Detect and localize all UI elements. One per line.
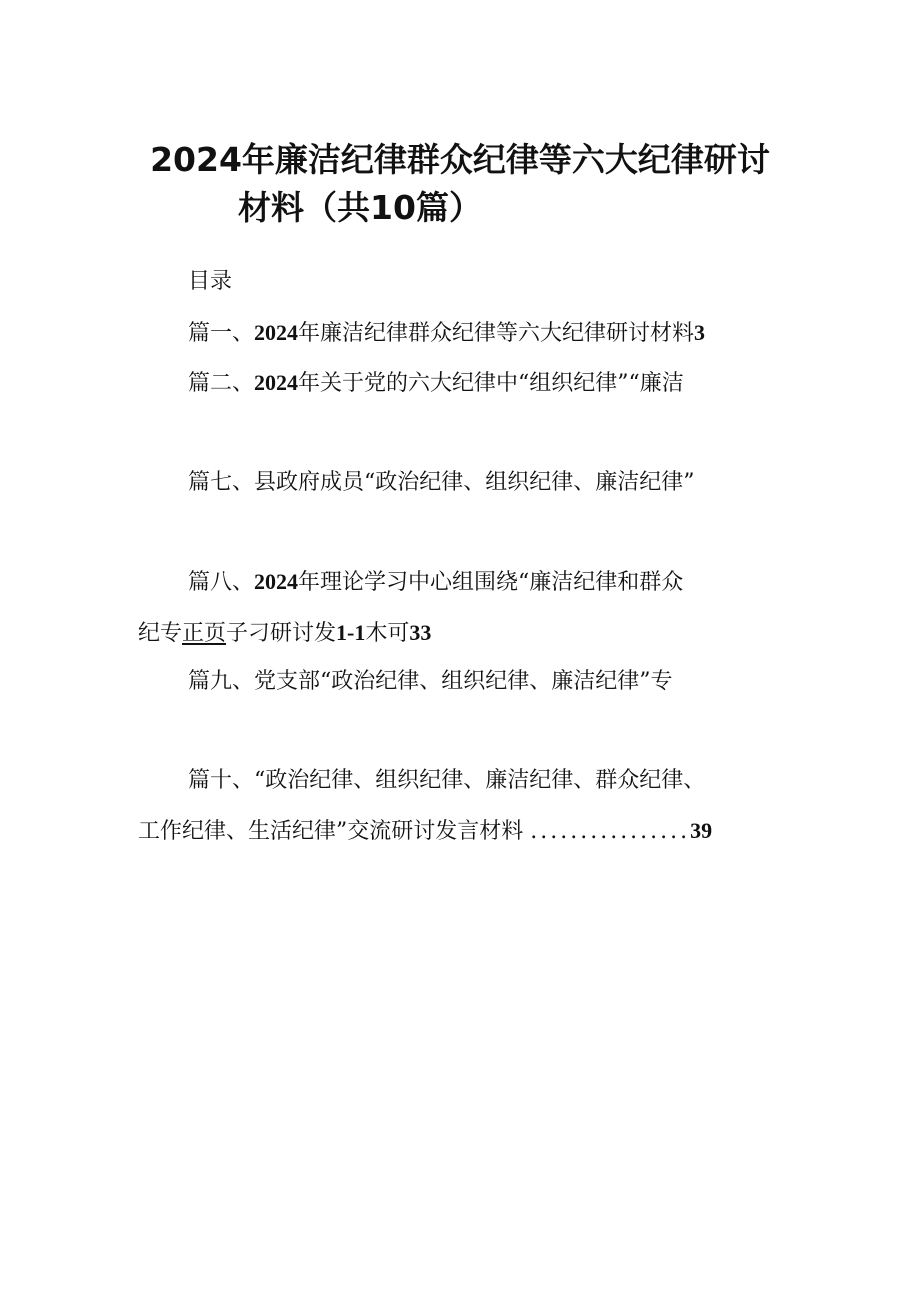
toc-item-text: 年理论学习中心组围绕“廉洁纪律和群众 [298, 570, 684, 595]
toc-item-text: 纪专 [138, 621, 183, 646]
toc-item-year: 2024 [254, 370, 299, 395]
toc-item-text: 工作纪律、生活纪律”交流研讨发言材料 [138, 819, 524, 844]
toc-item-8[interactable] [188, 567, 683, 598]
toc-item-text: 木可 [365, 621, 410, 646]
toc-item-page-number: 3 [694, 320, 706, 345]
toc-item-year: 2024 [254, 320, 299, 345]
toc-item-8-continued[interactable] [138, 618, 431, 649]
document-title-line-1: 2024年廉洁纪律群众纪律等六大纪律研讨 [150, 140, 770, 179]
toc-item-7[interactable] [188, 468, 695, 498]
toc-item-9[interactable] [188, 667, 673, 697]
toc-item-garbled-number: 1-1 [336, 620, 366, 645]
toc-item-year: 2024 [254, 569, 299, 594]
toc-item-prefix: 篇二、 [188, 371, 255, 396]
toc-item-text-underlined: 正页 [182, 621, 227, 646]
toc-item-prefix: 篇八、 [188, 570, 255, 595]
toc-item-text: 篇七、县政府成员“政治纪律、组织纪律、廉洁纪律” [188, 470, 695, 495]
toc-heading: 目录 [188, 269, 233, 294]
toc-item-page-number: 33 [409, 620, 432, 645]
toc-item-10-continued[interactable] [138, 816, 712, 847]
toc-item-text: 篇九、党支部“政治纪律、组织纪律、廉洁纪律”专 [188, 669, 673, 694]
toc-item-text: 年关于党的六大纪律中“组织纪律”“廉洁 [298, 371, 684, 396]
toc-item-1[interactable] [188, 318, 705, 349]
toc-item-10[interactable] [188, 766, 705, 796]
document-title-line-2: 材料（共10篇） [238, 188, 482, 227]
toc-item-text: 子刁研讨发 [226, 621, 337, 646]
toc-item-text: 年廉洁纪律群众纪律等六大纪律研讨材料 [298, 321, 695, 346]
toc-item-2[interactable] [188, 368, 684, 399]
toc-item-prefix: 篇一、 [188, 321, 255, 346]
toc-item-page-number: 39 [690, 818, 713, 843]
toc-item-text: 篇十、“政治纪律、组织纪律、廉洁纪律、群众纪律、 [188, 768, 706, 793]
toc-leader-dots: ................ [530, 819, 691, 844]
